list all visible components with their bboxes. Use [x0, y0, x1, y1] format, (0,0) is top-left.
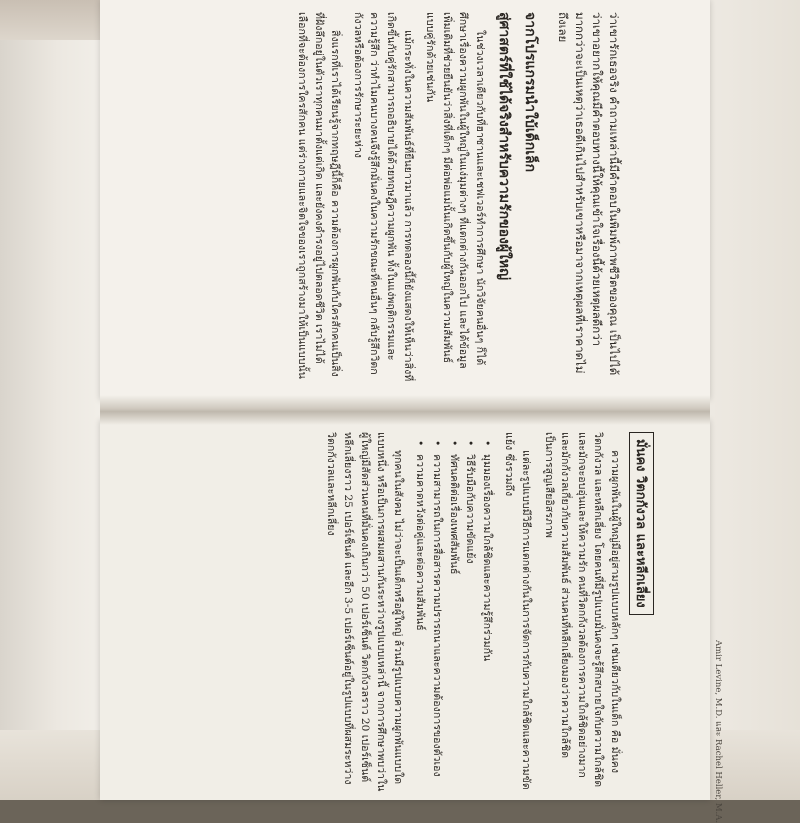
running-head: Amir Levine, M.D. และ Rachel Heller, M.A.: [713, 640, 723, 823]
lower-page-text: [134, 432, 654, 792]
table-surface-left: [0, 0, 105, 800]
closing-paragraph: ทุกคนในสังคม ไม่ว่าจะเป็นเด็กหรือผู้ใหญ่ ล้วนมีรูปแบบความผูกพันแบบใดแบบหนึ่ง หรือเป็นการผสมผสานกันระหว่างรูปแบบเหล่านี้ จากการศึกษาพบว่าในผู้ใหญ่มีสัดส่วนคนที่มั่นคงเกินกว่า 50 เปอร์เซ็นต์ วิตกกังวลราว 20 เปอร์เซ็นต์ หลีกเลี่ยงราว 25 เปอร์เซ็นต์ และอีก 3-5 เปอร์เซ็นต์อยู่ในรูปแบบที่ผสมระหว่างวิตกกังวลและหลีกเลี่ยง: [325, 432, 404, 792]
body-paragraph: ในช่วงเวลาเดียวกับที่ฮาซานและเชฟเวอร์ทำการศึกษา นักวิจัยคนอื่นๆ ก็ได้ศึกษาเรื่องความผูกพันในผู้ใหญ่ในแง่มุมต่างๆ ที่แตกต่างกันออกไป และได้ข้อมูลเพิ่มเติมที่ช่วยยืนยันว่าสิ่งที่เด็กๆ มีต่อพ่อแม่นั้นเกิดขึ้นกับผู้ใหญ่ในความสัมพันธ์แบบคู่รักด้วยเช่นกัน: [424, 12, 486, 369]
boxed-subheading: มั่นคง วิตกกังวล และหลีกเลี่ยง: [629, 432, 654, 615]
list-item: • ความคาดหวังต่อคู่และต่อความสัมพันธ์: [412, 440, 429, 792]
list-item: • ความสามารถในการสื่อสารความปรารถนาและความต้องการของตัวเอง: [428, 440, 445, 792]
body-paragraph: แม้กระทั่งในความสัมพันธ์ที่ยืนยาวมาแล้ว การทดลองนี้ก็ยังแสดงให้เห็นว่าสิ่งที่เกิดขึ้นกับคู่รักสามารถอธิบายได้ด้วยทฤษฎีความผูกพัน ทั้งในแง่พฤติกรรมและความรู้สึก ว่าทำไมคนบางคนจึงรู้สึกมั่นคงในความรักขณะที่คนอื่นๆ กลับรู้สึกวิตกกังวลหรือต้องการรักษาระยะห่าง: [351, 12, 414, 382]
body-paragraph: ความผูกพันในผู้ใหญ่มีอยู่สามรูปแบบหลักๆ เช่นเดียวกับในเด็ก คือ มั่นคง วิตกกังวล และหลีกเลี่ยง โดยคนที่มีรูปแบบมั่นคงจะรู้สึกสบายใจกับความใกล้ชิดและมักจะอบอุ่นและให้ความรัก คนที่วิตกกังวลต้องการความใกล้ชิดอย่างมากและมักกังวลเกี่ยวกับความสัมพันธ์ ส่วนคนที่หลีกเลี่ยงมองว่าความใกล้ชิดเป็นการสูญเสียอิสรภาพ: [542, 432, 621, 788]
book-gutter: [100, 395, 710, 425]
section-heading-line2: สู่ศาสตร์ที่ใช้ได้จริงสำหรับความรักของผู้ใหญ่: [496, 12, 512, 281]
section-heading-line1: จากโปรแกรมนำใบ้เด็กเล็ก: [522, 12, 538, 173]
list-item: • ทัศนคติต่อเรื่องเพศสัมพันธ์: [445, 440, 462, 792]
list-item: • วิธีรับมือกับความขัดแย้ง: [462, 440, 479, 792]
intro-paragraph: ว่าเขารักเธอจริง คำถามเหล่านี้มีคำตอบในพิมพ์ภาพชีวิตของคุณ เป็นไปได้ว่าเขาอยากให้คุณมีคำตอบทางนี้ให้คุณเข้าใจเรื่องนี้ด้วยเหตุผลดีกว่า มากกว่าจะเป็นเหตุว่าเธอดีเกินไปสำหรับเขาหรือมาจากเหตุผลที่เราคาดไม่ถึงเลย: [556, 12, 621, 376]
body-paragraph: สิ่งแรกที่เราได้เรียนรู้จากทฤษฎีนี้ก็คือ ความต้องการผูกพันกับใครสักคนเป็นสิ่งที่ฝังลึกอยู่ในตัวเราทุกคนมาตั้งแต่เกิด และยังคงดำรงอยู่ไปตลอดชีวิต เราไม่ได้เลือกที่จะต้องการใครสักคน แต่ร่างกายและจิตใจของเราถูกสร้างมาให้เป็นแบบนั้น: [296, 12, 342, 379]
body-paragraph: แต่ละรูปแบบมีวิธีการแตกต่างกันในการจัดการกับความใกล้ชิดและความขัดแย้ง ซึ่งรวมถึง: [503, 432, 533, 790]
list-item: • มุมมองเรื่องความใกล้ชิดและความรู้สึกร่วมกัน: [478, 440, 495, 792]
bullet-list: [412, 432, 495, 792]
upper-page-text: [102, 12, 622, 382]
